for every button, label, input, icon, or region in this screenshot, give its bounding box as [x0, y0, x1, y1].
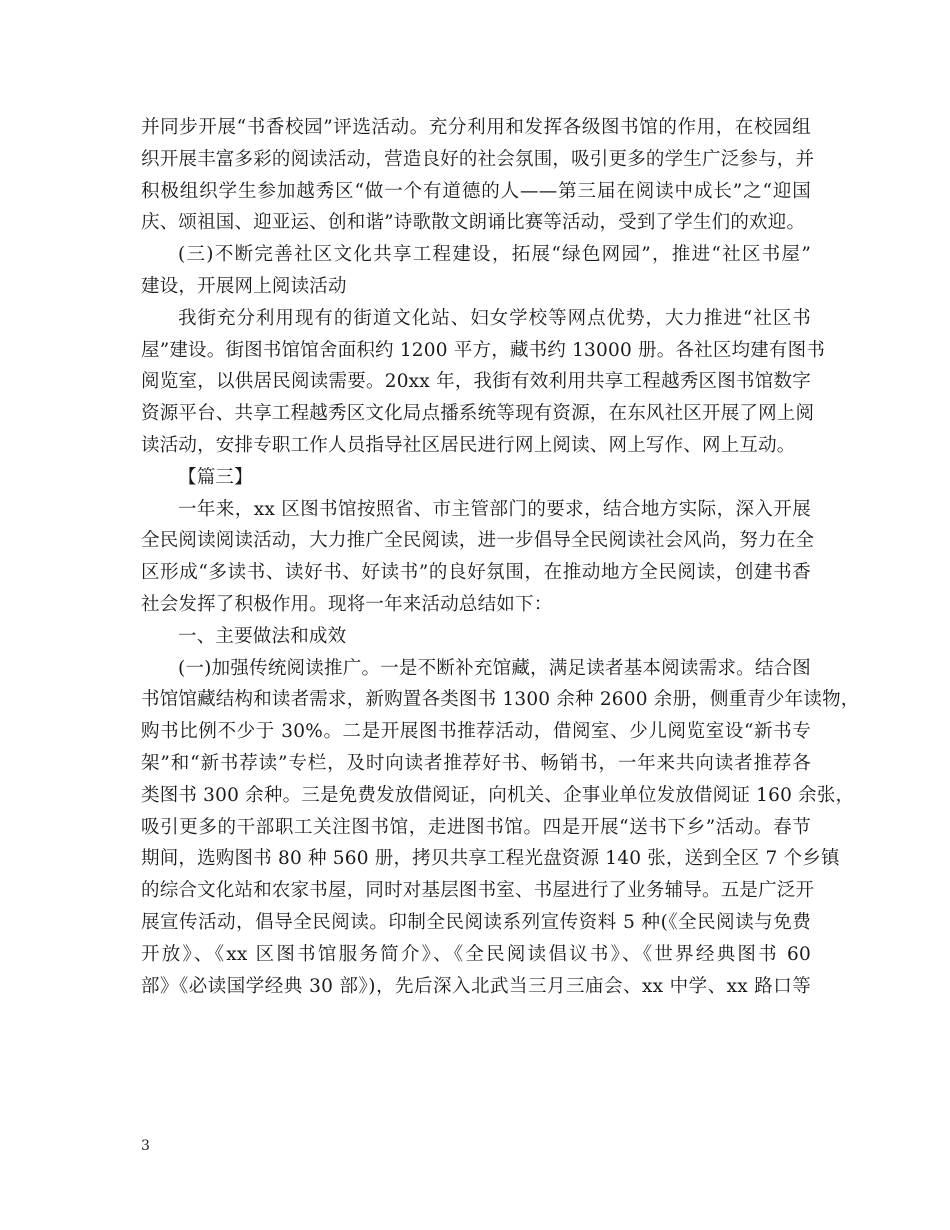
page-number: 3 [141, 1138, 150, 1154]
text-line: 织开展丰富多彩的阅读活动，营造良好的社会氛围，吸引更多的学生广泛参与，并 [141, 148, 815, 170]
text-line: (一)加强传统阅读推广。一是不断补充馆藏，满足读者基本阅读需求。结合图 [178, 657, 811, 679]
text-line: 庆、颂祖国、迎亚运、创和谐”诗歌散文朗诵比赛等活动，受到了学生们的欢迎。 [141, 212, 806, 234]
text-line: 吸引更多的干部职工关注图书馆，走进图书馆。四是开展“送书下乡”活动。春节 [141, 816, 811, 838]
text-line: 开放》、《xx 区图书馆服务简介》、《全民阅读倡议书》、《世界经典图书 60 [141, 943, 811, 965]
text-line: 区形成“多读书、读好书、好读书”的良好氛围，在推动地方全民阅读，创建书香 [141, 562, 811, 584]
text-line: 并同步开展“书香校园”评选活动。充分利用和发挥各级图书馆的作用，在校园组 [141, 117, 811, 138]
text-line: 一、主要做法和成效 [178, 625, 347, 647]
text-line: 读活动，安排专职工作人员指导社区居民进行网上阅读、网上写作、网上互动。 [141, 434, 796, 456]
text-line: 展宣传活动，倡导全民阅读。印制全民阅读系列宣传资料 5 种(《全民阅读与免费 [141, 911, 811, 933]
text-line: 我街充分利用现有的街道文化站、妇女学校等网点优势，大力推进“社区书 [178, 307, 811, 329]
text-line: 全民阅读阅读活动，大力推广全民阅读，进一步倡导全民阅读社会风尚，努力在全 [141, 530, 815, 552]
text-line: 积极组织学生参加越秀区“做一个有道德的人——第三届在阅读中成长”之“迎国 [141, 180, 811, 202]
text-line: 一年来，xx 区图书馆按照省、市主管部门的要求，结合地方实际，深入开展 [178, 498, 811, 520]
text-line: 屋”建设。街图书馆馆舍面积约 1200 平方，藏书约 13000 册。各社区均建有图书 [141, 339, 826, 361]
text-line: 架”和“新书荐读”专栏，及时向读者推荐好书、畅销书，一年来共向读者推荐各 [141, 752, 811, 774]
text-line: 建设，开展网上阅读活动 [141, 275, 347, 297]
text-line: 期间，选购图书 80 种 560 册，拷贝共享工程光盘资源 140 张，送到全区 7 个乡镇 [141, 848, 840, 870]
text-line: 阅览室，以供居民阅读需要。20xx 年，我街有效利用共享工程越秀区图书馆数字 [141, 371, 811, 393]
text-line: 购书比例不少于 30%。二是开展图书推荐活动，借阅室、少儿阅览室设“新书专 [141, 721, 811, 743]
text-line: 的综合文化站和农家书屋，同时对基层图书室、书屋进行了业务辅导。五是广泛开 [141, 880, 815, 902]
text-line: 部》《必读国学经典 30 部》)，先后深入北武当三月三庙会、xx 中学、xx 路口等 [141, 975, 811, 997]
text-line: 社会发挥了积极作用。现将一年来活动总结如下： [141, 593, 553, 615]
text-line: 类图书 300 余种。三是免费发放借阅证，向机关、企事业单位发放借阅证 160 余张， [141, 784, 855, 806]
text-line: (三)不断完善社区文化共享工程建设，拓展“绿色网园”，推进“社区书屋” [178, 244, 811, 266]
text-line: 资源平台、共享工程越秀区文化局点播系统等现有资源，在东风社区开展了网上阅 [141, 403, 815, 425]
text-line: 书馆馆藏结构和读者需求，新购置各类图书 1300 余种 2600 余册，侧重青少年读物， [141, 689, 860, 711]
document-body [141, 112, 860, 1002]
text-line: 【篇三】 [178, 466, 253, 488]
